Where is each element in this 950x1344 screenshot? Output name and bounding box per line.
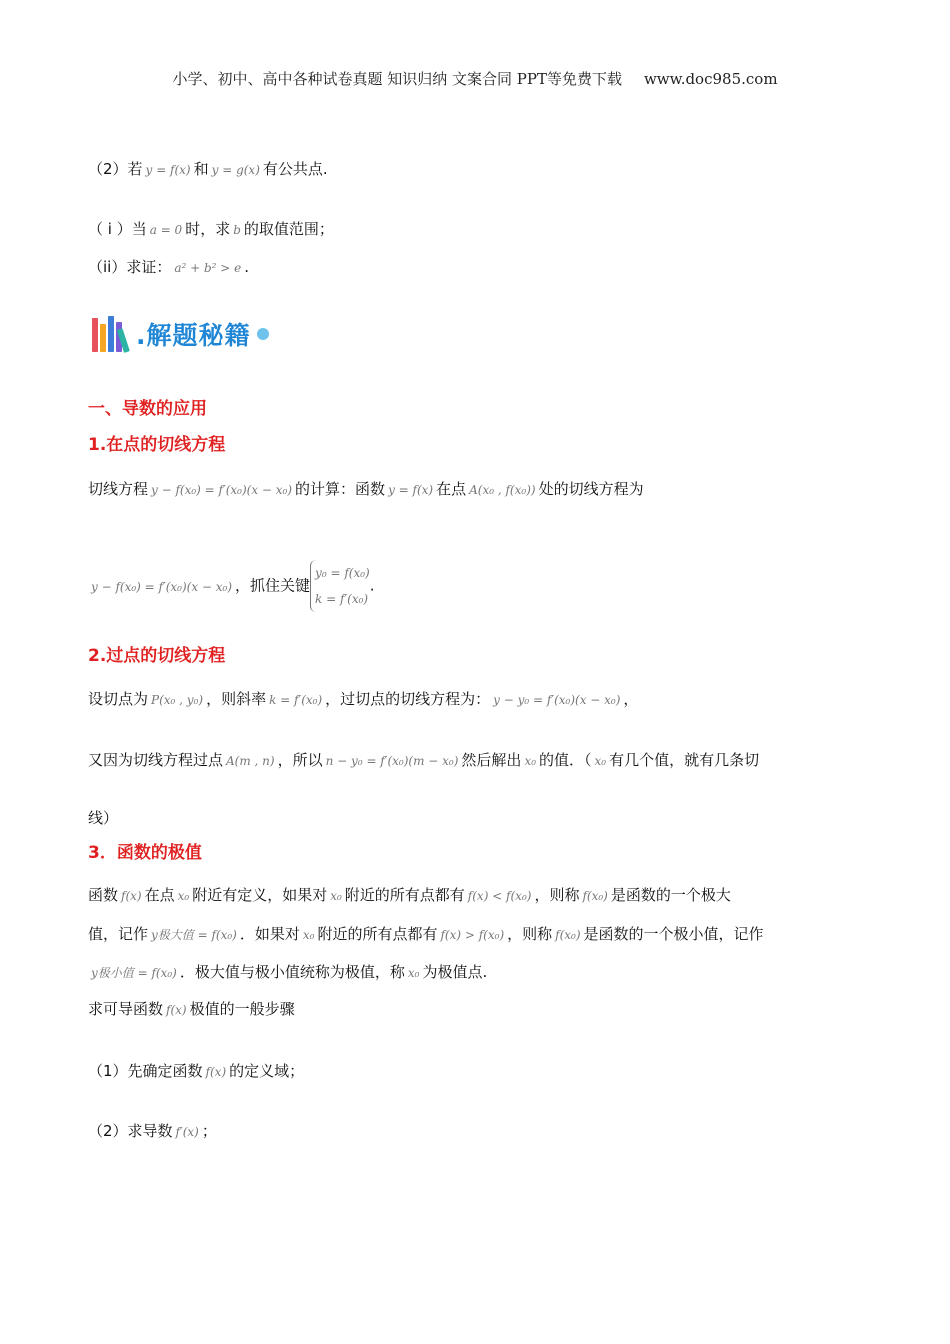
paragraph: 线） xyxy=(88,809,119,827)
text: 设切点为 xyxy=(88,690,149,708)
banner-title: .解题秘籍 xyxy=(136,321,251,350)
section-title: 一、导数的应用 xyxy=(88,399,207,419)
section-banner xyxy=(92,316,269,352)
math: f(x₀) xyxy=(555,928,581,942)
math: x₀ xyxy=(302,928,315,942)
math: f(x₀) xyxy=(582,889,608,903)
subsection-title: 3．函数的极值 xyxy=(88,843,202,863)
math: x₀ xyxy=(524,754,537,768)
math: y = g(x) xyxy=(211,163,260,177)
math: f(x) xyxy=(166,1003,187,1017)
text: ．极大值与极小值统称为极值，称 xyxy=(179,963,405,981)
text: 极值的一般步骤 xyxy=(189,1000,295,1018)
paragraph xyxy=(88,749,759,772)
math: y = f(x) xyxy=(145,163,191,177)
math: y − f(x₀) = f′(x₀)(x − x₀) xyxy=(151,483,293,497)
problem-part-ii xyxy=(88,256,249,279)
math: k = f′(x₀) xyxy=(315,592,369,606)
text: 然后解出 xyxy=(461,751,522,769)
math: f(x) < f(x₀) xyxy=(467,889,532,903)
math: x₀ xyxy=(177,889,190,903)
text: （ i ）当 xyxy=(88,220,147,238)
math: f(x) > f(x₀) xyxy=(440,928,505,942)
text: 求可导函数 xyxy=(88,1000,164,1018)
text: ， xyxy=(623,690,639,708)
text: ，抓住关键 xyxy=(235,576,311,595)
page-header xyxy=(0,68,950,89)
dot-icon xyxy=(257,328,269,340)
math: A(m , n) xyxy=(226,754,275,768)
text: 切线方程 xyxy=(88,480,149,498)
math: y − y₀ = f′(x₀)(x − x₀) xyxy=(493,693,621,707)
text: 又因为切线方程过点 xyxy=(88,751,224,769)
subsection-title: 2.过点的切线方程 xyxy=(88,646,226,666)
equation-system xyxy=(310,560,370,612)
math: x₀ xyxy=(594,754,607,768)
text: 附近有定义，如果对 xyxy=(192,886,328,904)
math: f′(x) xyxy=(175,1125,199,1139)
math: A(x₀ , f(x₀)) xyxy=(469,483,536,497)
paragraph xyxy=(88,560,374,612)
text: 有公共点. xyxy=(262,160,328,178)
text: 的计算：函数 xyxy=(295,480,386,498)
text: . xyxy=(369,576,375,595)
text: 处的切线方程为 xyxy=(538,480,644,498)
math: y₀ = f(x₀) xyxy=(315,566,370,580)
text: 函数 xyxy=(88,886,119,904)
paragraph xyxy=(88,884,731,907)
text: 的取值范围； xyxy=(243,220,334,238)
math: y极大值 = f(x₀) xyxy=(151,928,237,942)
text: （ii）求证： xyxy=(88,258,172,276)
text: ，过切点的切线方程为： xyxy=(325,690,491,708)
header-url[interactable]: www.doc985.com xyxy=(643,70,778,88)
text: ，所以 xyxy=(277,751,323,769)
text: ，则斜率 xyxy=(206,690,267,708)
math: f(x) xyxy=(121,889,142,903)
text: （1）先确定函数 xyxy=(88,1062,203,1080)
subsection-title: 1.在点的切线方程 xyxy=(88,435,226,455)
text: 的值．（ xyxy=(539,751,592,769)
text: 有几个值，就有几条切 xyxy=(609,751,760,769)
paragraph xyxy=(88,961,487,984)
paragraph xyxy=(88,688,638,711)
header-title: 小学、初中、高中各种试卷真题 知识归纳 文案合同 PPT等免费下载 xyxy=(172,70,622,88)
math: a = 0 xyxy=(149,223,183,237)
math: y = f(x) xyxy=(388,483,434,497)
text: 是函数的一个极小值，记作 xyxy=(583,925,764,943)
math: y极小值 = f(x₀) xyxy=(91,966,177,980)
math: a² + b² > e xyxy=(174,261,242,275)
text: 值，记作 xyxy=(88,925,149,943)
step-1 xyxy=(88,1060,304,1083)
math: k = f′(x₀) xyxy=(269,693,323,707)
paragraph xyxy=(88,923,764,946)
math: n − y₀ = f′(x₀)(m − x₀) xyxy=(325,754,459,768)
math: x₀ xyxy=(407,966,420,980)
text: 和 xyxy=(193,160,209,178)
paragraph xyxy=(88,998,295,1021)
text: ，则称 xyxy=(534,886,580,904)
text: 是函数的一个极大 xyxy=(610,886,731,904)
text: 为极值点. xyxy=(422,963,488,981)
text: ．如果对 xyxy=(239,925,300,943)
math: P(x₀ , y₀) xyxy=(151,693,204,707)
text: 在点 xyxy=(144,886,175,904)
math: b xyxy=(233,223,241,237)
math: x₀ xyxy=(330,889,342,903)
text: 在点 xyxy=(436,480,467,498)
text: （2）求导数 xyxy=(88,1122,173,1140)
problem-part-2 xyxy=(88,158,328,181)
text: 附近的所有点都有 xyxy=(317,925,438,943)
text: 时，求 xyxy=(185,220,231,238)
math: f(x) xyxy=(205,1065,227,1079)
text: ，则称 xyxy=(507,925,553,943)
text: （2）若 xyxy=(88,160,143,178)
text: 附近的所有点都有 xyxy=(344,886,465,904)
problem-part-i xyxy=(88,218,334,241)
text: ； xyxy=(201,1122,217,1140)
step-2 xyxy=(88,1120,217,1143)
paragraph xyxy=(88,478,644,501)
text: . xyxy=(244,258,250,276)
text: 的定义域； xyxy=(229,1062,305,1080)
books-icon xyxy=(92,316,132,352)
math: y − f(x₀) = f′(x₀)(x − x₀) xyxy=(91,579,233,594)
